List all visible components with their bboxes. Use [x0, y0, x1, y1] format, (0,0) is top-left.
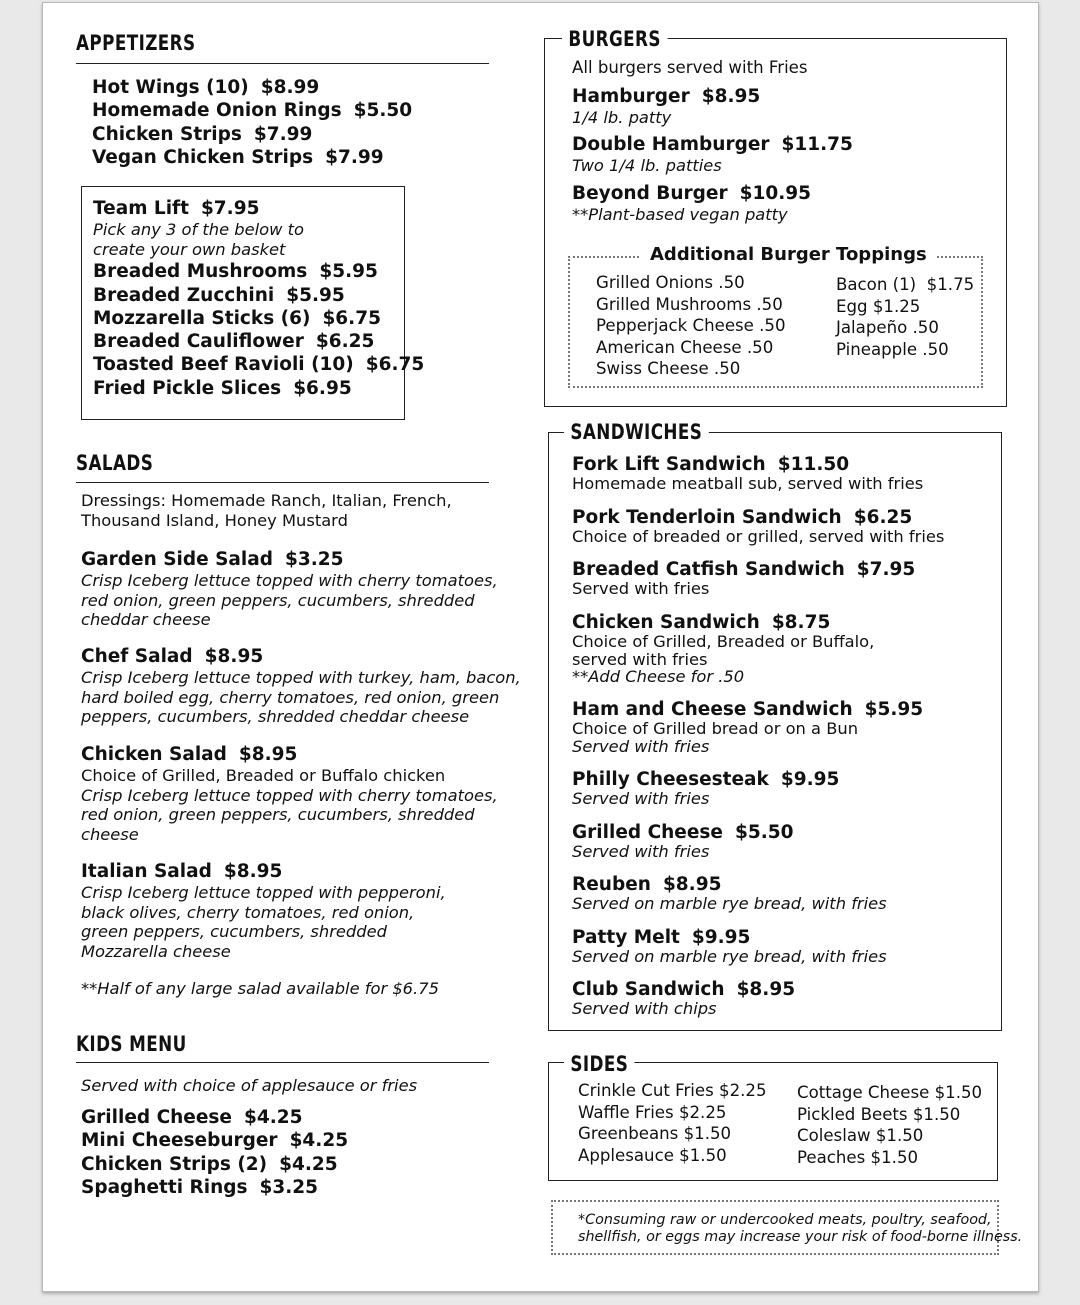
side-item: Waffle Fries $2.25 — [578, 1102, 727, 1122]
item-description: Served with fries — [572, 579, 710, 598]
item-price: $5.95 — [319, 261, 378, 283]
burger-entry — [572, 85, 760, 128]
toppings-col-1 — [596, 272, 786, 380]
item-name: Breaded Mushrooms — [93, 261, 308, 283]
side-item: Applesauce $1.50 — [578, 1145, 727, 1165]
item-price: $6.75 — [322, 307, 381, 329]
item-description: peppers, cucumbers, shredded cheddar cheese — [81, 707, 470, 727]
appetizers-rule — [76, 63, 489, 64]
topping-item: Pineapple .50 — [836, 339, 949, 359]
item-price: $7.95 — [856, 559, 916, 580]
topping-item: American Cheese .50 — [596, 337, 774, 357]
sides-col-1 — [578, 1080, 767, 1166]
item-description: Crisp Iceberg lettuce topped with turkey, ham, bacon, — [81, 668, 521, 688]
topping-item: Grilled Mushrooms .50 — [596, 294, 783, 314]
item-price: $8.99 — [260, 77, 320, 98]
item-name: Vegan Chicken Strips — [92, 146, 314, 168]
item-description: served with fries — [572, 650, 708, 669]
item-price: $6.95 — [293, 377, 352, 399]
sandwich-entry — [572, 507, 944, 546]
menu-item — [572, 927, 887, 948]
item-name: Chicken Salad — [81, 744, 227, 765]
item-description: Crisp Iceberg lettuce topped with cherry tomatoes, — [81, 785, 498, 805]
sandwich-entry — [572, 874, 887, 913]
item-price: $8.95 — [223, 861, 283, 882]
burgers-note: All burgers served with Fries — [572, 58, 808, 77]
menu-item — [572, 454, 923, 475]
item-price: $5.50 — [353, 100, 413, 122]
item-price: $6.25 — [315, 331, 375, 353]
menu-item — [93, 330, 424, 353]
item-description: Choice of Grilled bread or on a Bun — [572, 719, 859, 738]
item-description: Two 1/4 lb. patties — [572, 156, 722, 176]
menu-item — [572, 133, 853, 156]
menu-item — [572, 874, 887, 895]
item-description: red onion, green peppers, cucumbers, shredded — [81, 805, 475, 825]
team-lift-note: create your own basket — [93, 239, 286, 259]
item-description: **Plant-based vegan patty — [572, 205, 788, 225]
toppings-title: Additional Burger Toppings — [640, 243, 937, 267]
item-price: $4.25 — [279, 1153, 338, 1175]
item-description: Choice of Grilled, Breaded or Buffalo, — [572, 632, 875, 651]
menu-item — [81, 1153, 348, 1176]
menu-item — [92, 146, 412, 169]
salads-dressings — [81, 491, 452, 530]
item-price: $8.95 — [736, 979, 796, 1000]
item-price: $10.95 — [739, 183, 811, 204]
burger-entry — [572, 133, 853, 176]
menu-item — [81, 1176, 348, 1199]
menu-item — [81, 860, 446, 883]
item-name: Fried Pickle Slices — [93, 377, 282, 399]
item-price: $8.95 — [662, 874, 722, 895]
salad-entry — [81, 645, 521, 727]
sandwich-entry — [572, 979, 795, 1018]
topping-item: Swiss Cheese .50 — [596, 359, 741, 379]
item-description: Choice of Grilled, Breaded or Buffalo chicken — [81, 766, 446, 786]
item-name: Pork Tenderloin Sandwich — [572, 507, 842, 528]
salads-heading: SALADS — [76, 451, 154, 475]
salad-entry — [81, 860, 446, 961]
item-price: $5.95 — [286, 284, 345, 306]
menu-item — [572, 699, 923, 720]
item-description: Served with fries — [572, 789, 710, 808]
item-price: $9.95 — [780, 769, 840, 790]
disclaimer-text — [578, 1212, 1022, 1246]
item-price: $7.95 — [200, 198, 260, 219]
menu-item — [572, 182, 811, 205]
item-price: $5.95 — [864, 699, 924, 720]
salad-entry — [81, 743, 498, 844]
item-name: Breaded Cauliflower — [93, 331, 304, 353]
appetizers-list — [92, 76, 412, 169]
sandwiches-heading: SANDWICHES — [564, 422, 709, 443]
item-name: Mini Cheeseburger — [81, 1130, 278, 1152]
item-name: Homemade Onion Rings — [92, 100, 342, 122]
item-description: Homemade meatball sub, served with fries — [572, 474, 924, 493]
item-name: Garden Side Salad — [81, 549, 273, 570]
menu-item — [92, 99, 412, 122]
item-description: Choice of breaded or grilled, served with fries — [572, 527, 945, 546]
burgers-heading: BURGERS — [562, 29, 667, 50]
item-description: green peppers, cucumbers, shredded — [81, 922, 387, 942]
menu-item — [93, 284, 424, 307]
side-item: Pickled Beets $1.50 — [797, 1104, 961, 1124]
menu-item — [81, 743, 498, 766]
menu-item — [572, 769, 839, 790]
item-price: $3.25 — [259, 1176, 319, 1198]
menu-item — [93, 377, 424, 400]
item-price: $11.50 — [777, 454, 850, 475]
team-lift-title — [93, 197, 424, 220]
item-price: $8.95 — [204, 646, 264, 667]
topping-item: Egg $1.25 — [836, 296, 921, 316]
menu-item — [572, 822, 794, 843]
item-name: Breaded Zucchini — [93, 284, 275, 306]
item-description: Mozzarella cheese — [81, 941, 231, 961]
item-price: $8.95 — [238, 744, 298, 765]
item-description: Served on marble rye bread, with fries — [572, 947, 887, 966]
sides-heading: SIDES — [564, 1054, 635, 1075]
topping-item: Pepperjack Cheese .50 — [596, 316, 786, 336]
item-price: $11.75 — [781, 134, 853, 155]
menu-item — [93, 260, 424, 283]
item-price: $5.50 — [734, 822, 794, 843]
item-price: $3.25 — [284, 549, 344, 570]
item-name: Grilled Cheese — [572, 822, 723, 843]
item-name: Reuben — [572, 874, 651, 895]
item-name: Beyond Burger — [572, 183, 728, 204]
sides-col-2 — [797, 1082, 982, 1168]
item-description: Crisp Iceberg lettuce topped with pepperoni, — [81, 883, 446, 903]
topping-item: Bacon (1) $1.75 — [836, 275, 975, 294]
salad-entry — [81, 548, 498, 630]
menu-item — [92, 76, 412, 99]
disclaimer-line: shellfish, or eggs may increase your risk of food-borne illness. — [578, 1229, 1023, 1245]
menu-item — [81, 1106, 348, 1129]
item-name: Chicken Sandwich — [572, 612, 760, 633]
item-name: Toasted Beef Ravioli (10) — [93, 354, 354, 376]
item-description: **Add Cheese for .50 — [572, 667, 745, 686]
salads-rule — [76, 482, 489, 483]
item-description: 1/4 lb. patty — [572, 108, 672, 128]
sandwich-entry — [572, 454, 923, 493]
item-name: Team Lift — [93, 198, 189, 219]
menu-item — [81, 548, 498, 571]
item-name: Double Hamburger — [572, 134, 770, 155]
side-item: Crinkle Cut Fries $2.25 — [578, 1081, 767, 1100]
sandwich-entry — [572, 612, 874, 685]
kids-menu-note: Served with choice of applesauce or fries — [81, 1076, 418, 1095]
item-price: $8.75 — [771, 612, 831, 633]
burger-entry — [572, 182, 811, 225]
appetizers-heading: APPETIZERS — [76, 31, 196, 55]
dressings-text: Thousand Island, Honey Mustard — [81, 510, 348, 530]
item-price: $6.75 — [365, 354, 425, 376]
dressings-text: Dressings: Homemade Ranch, Italian, French, — [81, 491, 452, 510]
item-price: $6.25 — [853, 507, 913, 528]
item-description: red onion, green peppers, cucumbers, shredded — [81, 590, 475, 610]
menu-item — [93, 307, 424, 330]
side-item: Peaches $1.50 — [797, 1147, 919, 1167]
item-description: Served on marble rye bread, with fries — [572, 894, 887, 913]
sandwich-entry — [572, 699, 923, 756]
item-name: Chicken Strips — [92, 123, 242, 145]
item-description: Crisp Iceberg lettuce topped with cherry tomatoes, — [81, 571, 498, 591]
item-name: Club Sandwich — [572, 979, 725, 1000]
menu-item — [572, 559, 915, 580]
item-description: Served with chips — [572, 999, 717, 1018]
team-lift-content — [93, 197, 424, 400]
item-name: Spaghetti Rings — [81, 1176, 248, 1198]
disclaimer-line: *Consuming raw or undercooked meats, poultry, seafood, — [578, 1212, 992, 1228]
sandwich-entry — [572, 927, 887, 966]
item-name: Grilled Cheese — [81, 1107, 232, 1128]
menu-item — [93, 353, 424, 376]
item-price: $7.99 — [325, 146, 384, 168]
side-item: Coleslaw $1.50 — [797, 1126, 924, 1146]
item-price: $4.25 — [289, 1130, 349, 1152]
menu-item — [81, 645, 521, 668]
item-price: $9.95 — [691, 927, 751, 948]
sandwich-entry — [572, 769, 839, 808]
kids-menu-heading: KIDS MENU — [76, 1032, 187, 1056]
item-name: Hamburger — [572, 86, 690, 107]
topping-item: Jalapeño .50 — [836, 318, 939, 338]
item-name: Italian Salad — [81, 861, 212, 882]
item-name: Chicken Strips (2) — [81, 1153, 268, 1175]
item-description: Served with fries — [572, 842, 710, 861]
item-description: black olives, cherry tomatoes, red onion, — [81, 902, 415, 922]
item-name: Hot Wings (10) — [92, 77, 249, 98]
menu-item — [572, 979, 795, 1000]
item-name: Mozzarella Sticks (6) — [93, 307, 311, 329]
menu-item — [92, 123, 412, 146]
team-lift-note: Pick any 3 of the below to — [93, 220, 304, 240]
sandwich-entry — [572, 822, 794, 861]
kids-menu-rule — [76, 1062, 489, 1063]
item-price: $8.95 — [701, 86, 761, 107]
item-name: Patty Melt — [572, 927, 680, 948]
item-name: Ham and Cheese Sandwich — [572, 699, 853, 720]
side-item: Cottage Cheese $1.50 — [797, 1083, 983, 1102]
item-description: Served with fries — [572, 737, 710, 756]
item-name: Philly Cheesesteak — [572, 769, 769, 790]
half-salad-note: **Half of any large salad available for $6.75 — [81, 979, 439, 998]
item-name: Fork Lift Sandwich — [572, 454, 766, 475]
item-description: cheese — [81, 824, 139, 844]
item-name: Chef Salad — [81, 646, 193, 667]
menu-item — [572, 85, 760, 108]
item-price: $7.99 — [253, 123, 313, 145]
topping-item: Grilled Onions .50 — [596, 273, 745, 292]
kids-menu-list — [81, 1106, 348, 1199]
sandwich-entry — [572, 559, 915, 598]
menu-item — [572, 507, 944, 528]
item-name: Breaded Catfish Sandwich — [572, 559, 845, 580]
toppings-col-2 — [836, 274, 974, 360]
item-description: hard boiled egg, cherry tomatoes, red onion, green — [81, 687, 500, 707]
menu-item — [81, 1129, 348, 1152]
side-item: Greenbeans $1.50 — [578, 1124, 732, 1144]
item-price: $4.25 — [243, 1107, 303, 1128]
item-description: cheddar cheese — [81, 610, 211, 630]
menu-item — [572, 612, 874, 633]
